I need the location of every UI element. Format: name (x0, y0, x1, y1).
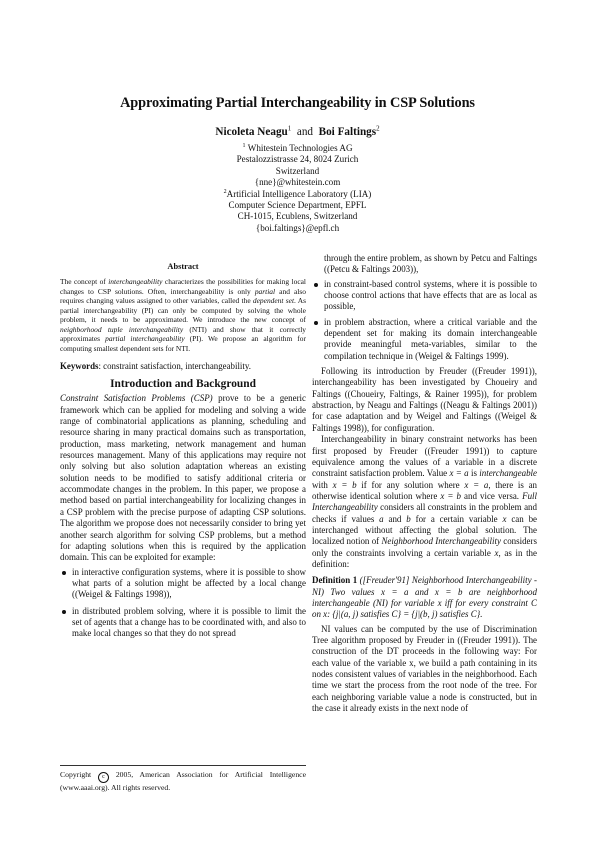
right-body (312, 253, 537, 714)
intro-text: and (383, 513, 407, 524)
paper-title: Approximating Partial Interchangeability in CSP Solutions (120, 95, 475, 111)
math-expr: x = b (440, 490, 461, 501)
keywords (60, 361, 306, 372)
bullet-list (312, 279, 537, 362)
intro-text: prove to be a generic framework which can be applied for modeling and solving a wide range of combinatorial applications as planning, scheduling and resource sharing in many practical domains such as transportation, production, mass marketing, network management and human resources management. Many of this applications may require not only solving but also solution adaptation whereas an existing solution needs to be modified to satisfy additional criteria or accommodate changes in the problem. In this paper, we propose a method based on partial interchangeability for localizing changes in a CSP problem with the precise purpose of adapting CSP solutions. The algorithm we propose does not necessarily consider to bring yet another search algorithm for solving CSP problems, but a method for adapting solutions when this is required by the application domain. This can be exploited for example: (60, 393, 306, 563)
abstract-text: (NTI) and show that it correctly approximates (60, 324, 306, 344)
intro-text: , as in the definition: (312, 547, 537, 569)
author-line (0, 126, 595, 138)
author-sup: 1 (287, 124, 292, 133)
right-column (312, 253, 537, 714)
author-separator: and (296, 126, 314, 138)
abstract-emph: partial interchangeability (105, 334, 185, 344)
copyright-label: Copyright (60, 770, 92, 779)
abstract-heading: Abstract (167, 262, 199, 271)
bullet-item: in interactive configuration systems, where it is possible to show what parts of a solution might be affected by a local change ((Weigel & Faltings 1998)), (60, 567, 306, 601)
author-sup: 2 (376, 124, 380, 133)
copyright-icon: c (98, 772, 109, 783)
intro-text: considers all constraints in the problem and checks if values (312, 502, 537, 524)
affiliation-sup: 2 (223, 188, 227, 195)
abstract-text: characterizes the possibilities for making local changes to CSP solutions. Often, interchangeability is only (60, 277, 306, 296)
abstract-text: and also requires changing values assigned to other variables, called the (60, 286, 306, 306)
intro-emph: Neighborhood Interchangeability (381, 536, 501, 547)
abstract-text: . As partial interchangeability (PI) can only be computed by solving the whole problem, it needs to be approximated. We introduce the new concept of (60, 296, 307, 325)
intro-paragraph (60, 393, 306, 563)
intro-paragraph: NI values can be computed by the use of Discrimination Tree algorithm proposed by Freuder in ((Freuder 1991)). The construction of the DT proceeds in the following way: For each value of the variable x, we build a path containing in its nodes consistent values of variables in the neighborhood. Each time we start the process from the root node of the tree. For each neighboring variable value a node is constructed, but in the case it already exists in the next node of (312, 623, 537, 714)
bullet-item: in constraint-based control systems, where it is possible to choose control actions that have effects that are as local as possible, (312, 279, 537, 313)
copyright-footnote (60, 770, 306, 793)
intro-text: and vice versa. (460, 490, 523, 501)
math-expr: x (494, 547, 499, 558)
abstract-emph: partial (254, 286, 276, 296)
intro-text: is (468, 468, 480, 479)
math-expr: x = a (449, 468, 469, 479)
definition-text: ([Freuder'91] Neighborhood Interchangeability - NI) Two values x = a and x = b are neighborhood interchangeable (NI) for variable x iff for every constraint C on x: {j|(a, j) satisfies C} = {j|(b, j) satisfies C}. (312, 575, 537, 620)
abstract-body (60, 277, 306, 353)
intro-emph: interchangeable (479, 468, 538, 479)
copyright-text: 2005, American Association for Artificial Intelligence (www.aaai.org). All rights reserved. (60, 770, 306, 792)
affiliation-email: {boi.faltings}@epfl.ch (255, 222, 340, 233)
affiliation-text: Artificial Intelligence Laboratory (LIA) (226, 188, 372, 199)
intro-emph: Full Interchangeability (312, 490, 538, 513)
math-expr: a (379, 513, 384, 524)
math-expr: x (502, 513, 507, 524)
affiliation-sup: 1 (242, 142, 246, 149)
intro-paragraph (312, 434, 537, 570)
author-name: Boi Faltings (318, 126, 377, 138)
intro-paragraph: Following its introduction by Freuder ((Freuder 1991)), interchangeability has been investigated by Choueiry and Faltings ((Choueiry, Faltings, & Rainer 1995)), for problem abstraction, by Neagu and Faltings ((Neagu & Faltings 2001)) for case adaptation and by Weigel and Faltings ((Weigel & Faltings 1998)), for configuration. (312, 366, 537, 433)
definition-label: Definition 1 (312, 575, 358, 586)
abstract-emph: interchangeability (108, 277, 163, 286)
intro-text: for a certain variable (410, 513, 503, 524)
math-expr: x = a (464, 479, 489, 490)
affiliation-line: Switzerland (275, 165, 320, 176)
math-expr: x = b (332, 479, 357, 490)
abstract-emph: neighborhood tuple interchangeability (60, 324, 184, 334)
bullet-item: in problem abstraction, where a critical variable and the dependent set for making its domain interchangeable provide meaningful meta-variables, similar to the compilation technique in (Weigel & Faltings 1999). (312, 317, 537, 362)
affiliation-email: {nne}@whitestein.com (254, 177, 341, 188)
footnote-rule (60, 765, 306, 766)
definition (312, 575, 537, 620)
affiliation-line: CH-1015, Ecublens, Switzerland (237, 211, 358, 222)
bullet-continuation: through the entire problem, as shown by Petcu and Faltings ((Petcu & Faltings 2003)), (324, 253, 537, 275)
affiliation-line: Computer Science Department, EPFL (228, 200, 367, 211)
intro-emph: Constraint Satisfaction Problems (CSP) (60, 393, 213, 404)
author-name: Nicoleta Neagu (215, 126, 288, 138)
affiliation-line: Pestalozzistrasse 24, 8024 Zurich (236, 154, 359, 165)
intro-text: with (312, 479, 333, 490)
abstract-text: (PI). We propose an algorithm for computing smallest dependent sets for NTI. (60, 334, 306, 353)
keywords-text: : constraint satisfaction, interchangeability. (98, 361, 251, 372)
bullet-list (60, 567, 306, 640)
keywords-label: Keywords (60, 361, 99, 372)
intro-text: Interchangeability in binary constraint networks has been first proposed by Freuder ((Freuder 1991)) to capture equivalence among the values of a variable in a discrete constraint satisfaction problem. Value (312, 434, 537, 479)
intro-body (60, 393, 306, 639)
intro-text: , there is an otherwise identical solution where (312, 479, 538, 501)
abstract-text: The concept of (60, 277, 109, 286)
affiliations (0, 143, 595, 234)
intro-text: considers only the constraints involving a certain variable (312, 536, 537, 558)
intro-text: if for any solution where (356, 479, 465, 490)
affiliation-line (0, 143, 595, 154)
affiliation-text: Whitestein Technologies AG (247, 143, 353, 153)
section-heading: Introduction and Background (110, 378, 256, 391)
abstract-emph: dependent set (252, 296, 295, 306)
bullet-item: in distributed problem solving, where it is possible to limit the set of agents that a change has to be coordinated with, and also to make local changes so that they do not spread (60, 606, 306, 640)
math-expr: b (406, 513, 411, 524)
affiliation-line (0, 189, 595, 200)
left-column (60, 262, 306, 645)
intro-text: can be interchanged without affecting the global solution. The localized notion of (312, 513, 538, 547)
